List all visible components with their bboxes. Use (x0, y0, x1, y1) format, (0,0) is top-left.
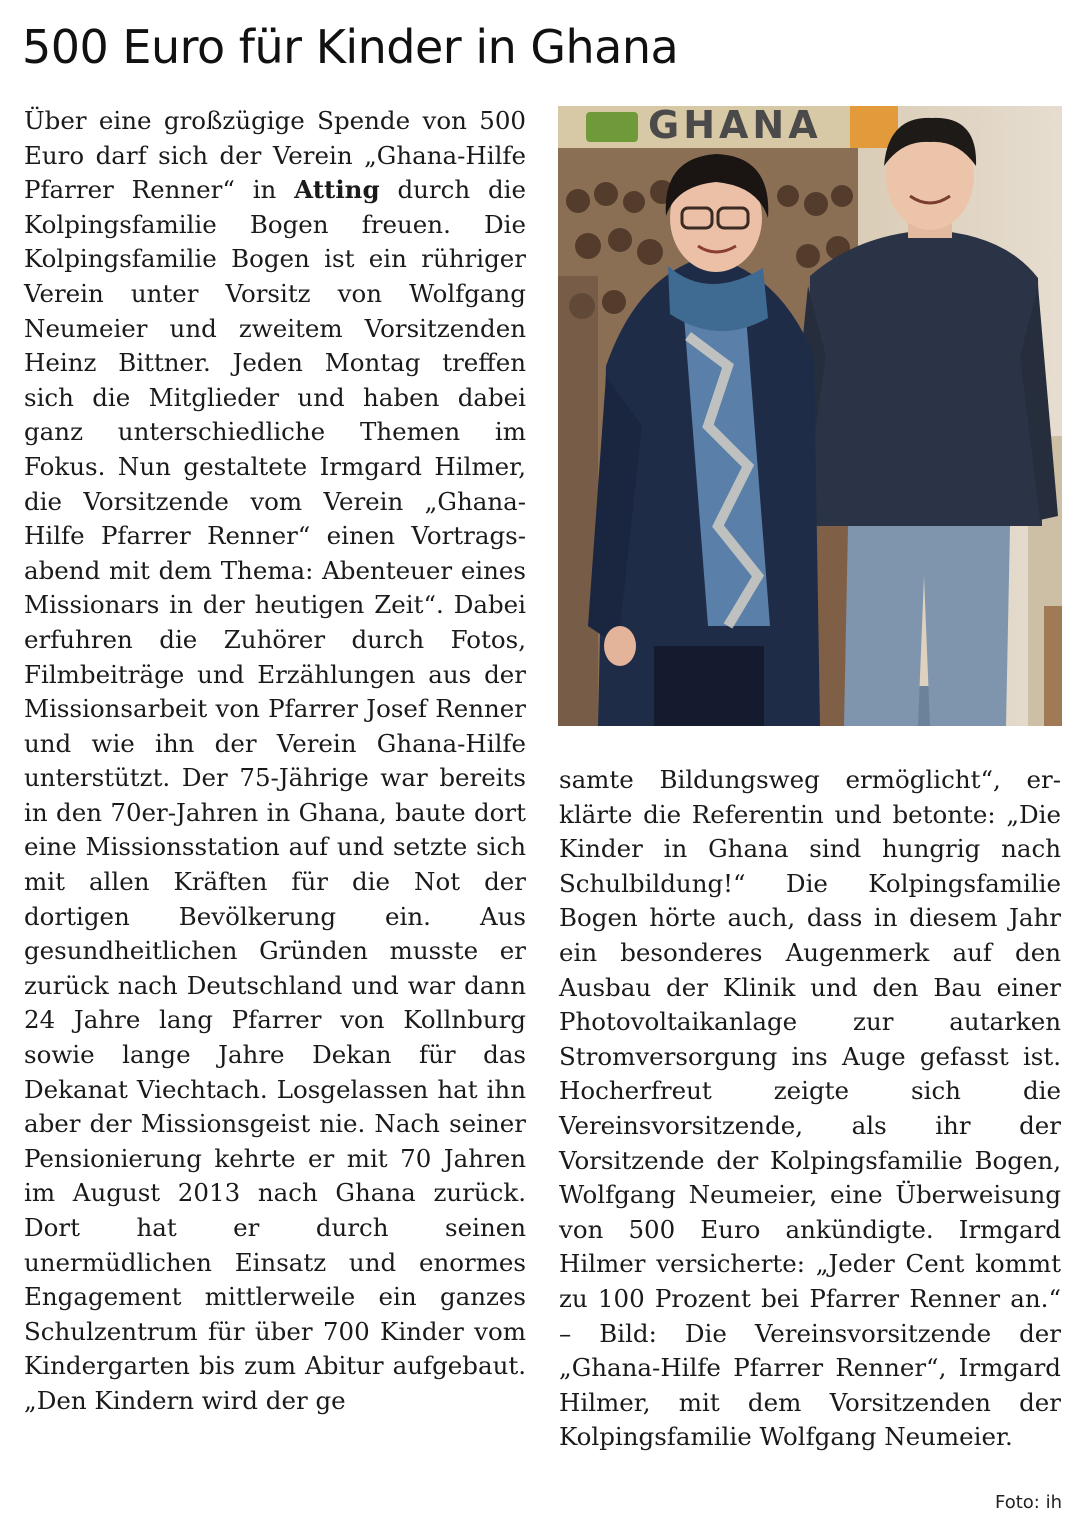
photo-credit: Foto: ih (995, 1492, 1062, 1513)
body-text-intro: Über eine großzügige Spende von 500 Euro darf sich der Verein „Ghana-Hilfe Pfarrer Renner“ in (24, 106, 526, 205)
column-2-text: samte Bildungsweg ermöglicht“, erklärte die Referentin und betonte: „Die Kinder in Ghana sind hungrig nach Schulbildung!“ Die Kolpingsfamilie Bogen hörte auch, dass in diesem Jahr ein besonderes Augenmerk auf den Ausbau der Klinik und den Bau einer Photovoltaikanlage zur autarken Stromversorgung ins Auge gefasst ist. Hocherfreut zeigte sich die Vereinsvorsitzende, als ihr der Vorsitzende der Kolpingsfamilie Bogen, Wolfgang Neumeier, eine Überweisung von 500 Euro ankündigte. Irmgard Hilmer versicherte: „Jeder Cent kommt zu 100 Prozent bei Pfarrer Renner an.“ – Bild: Die Vereinsvorsitzende der „Ghana-Hilfe Pfarrer Renner“, Irmgard Hilmer, mit dem Vorsitzenden der Kolpingsfamilie Wolfgang Neumeier. (559, 765, 1061, 1452)
body-text-main: durch die Kolpingsfamilie Bogen freuen. Die Kolpingsfamilie Bogen ist ein rühriger Verein unter Vorsitz von Wolfgang Neumeier und zweitem Vorsitzenden Heinz Bittner. Jeden Montag treffen sich die Mitglieder und haben dabei ganz unterschiedliche Themen im Fokus. Nun gestaltete Irmgard Hilmer, die Vorsitzende vom Verein „Ghana-Hilfe Pfarrer Renner“ einen Vortragsabend mit dem Thema: Abenteuer eines Missionars in der heutigen Zeit“. Dabei erfuhren die Zuhörer durch Fotos, Filmbeiträge und Erzählungen aus der Missionsarbeit von Pfarrer Josef Renner und wie ihn der Verein Ghana-Hilfe unterstützt. Der 75-Jährige war bereits in den 70er-Jahren in Ghana, baute dort eine Missionsstation auf und setzte sich mit allen Kräften für die Not der dortigen Bevölkerung ein. Aus gesundheitlichen Gründen musste er zurück nach Deutschland und war dann 24 Jahre lang Pfarrer von Kollnburg sowie lange Jahre Dekan für das Dekanat Viechtach. Losgelassen hat ihn aber der Missionsgeist nie. Nach seiner Pensionierung kehrte er mit 70 Jahren im August 2013 nach Ghana zurück. Dort hat er durch seinen unermüdlichen Einsatz und enormes Engagement mittlerweile ein ganzes Schulzentrum für über 700 Kinder vom Kindergarten bis zum Abitur aufgebaut. „Den Kindern wird der ge (24, 175, 526, 1415)
photo-illustration (558, 106, 1062, 726)
man-sweater (808, 230, 1042, 526)
banner-green-tag (586, 112, 638, 142)
banner-text: GHANA (648, 106, 822, 147)
article-headline: 500 Euro für Kinder in Ghana (22, 20, 679, 74)
place-name: Atting (294, 175, 380, 205)
column-1-text (24, 104, 526, 1419)
article-photo (558, 106, 1062, 726)
article-column-2 (559, 763, 1061, 1455)
article-column-1 (24, 104, 526, 1419)
